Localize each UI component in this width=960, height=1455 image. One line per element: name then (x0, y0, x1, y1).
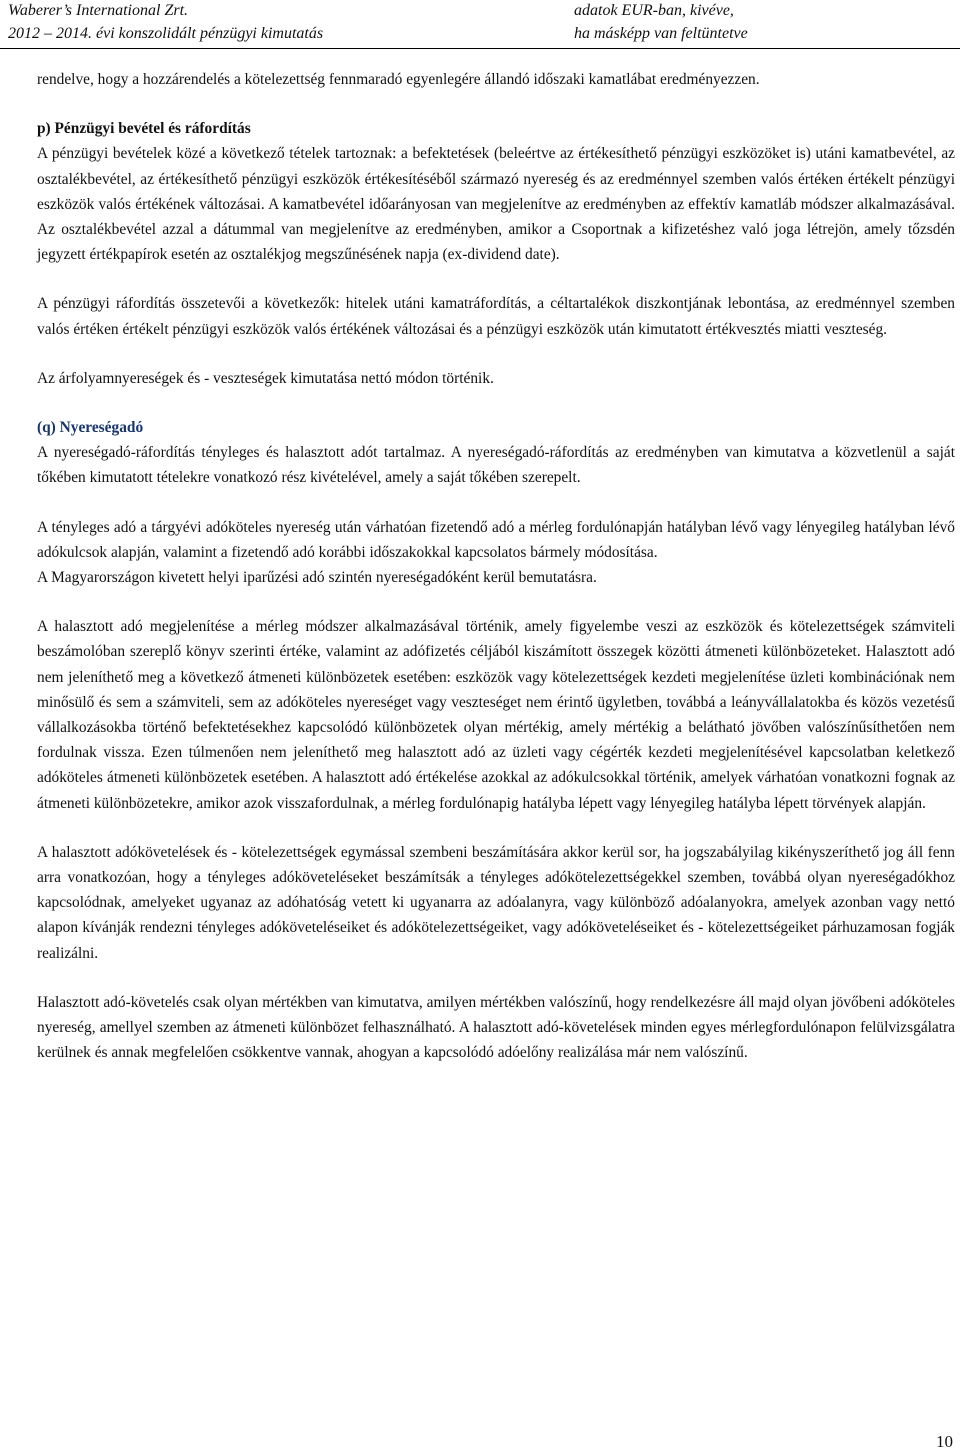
spacer (37, 590, 955, 614)
paragraph-fx-gains: Az árfolyamnyereségek és - veszteségek kimutatása nettó módon történik. (37, 369, 494, 387)
company-name: Waberer’s International Zrt. (8, 2, 189, 19)
paragraph-deferred-tax: A halasztott adó megjelenítése a mérleg módszer alkalmazásával történik, amely figyelembe veszi az eszközök és kötelezettségek számviteli beszámolóban szereplő könyv szerinti értéke, valamint az adófizetés céljából kiszámított összegek közötti átmeneti különbözeteket. Halasztott adó nem jeleníthető meg a következő átmeneti különbözetek esetében: eszközök vagy kötelezettségek kezdeti megjelenítése üzleti kombinációnak nem minősülő és sem a számviteli, sem az adóköteles nyereséget vagy veszteséget nem érintő ügyletben, továbbá a leányvállalatokba és közös vezetésű vállalkozásokba történő befektetésekhez kapcsolódó különbözetek olyan mértékig, amely mértékig a belátható jövőben valószínűsíthetően nem fordulnak vissza. Ezen túlmenően nem jeleníthető meg halasztott adó az üzleti vagy cégérték kezdeti megjelenítésével kapcsolatban keletkező adóköteles átmeneti különbözetek esetében. A halasztott adó értékelése azokkal az adókulcsokkal történik, amelyek várhatóan vonatkozni fognak az átmeneti különbözetekre, amikor azok visszafordulnak, a mérleg fordulónapig hatályba lépett vagy lényegileg hatályba lépett törvények alapján. (37, 618, 955, 812)
continuation-paragraph: rendelve, hogy a hozzárendelés a kötelezettség fennmaradó egyenlegére állandó időszaki kamatlábat eredményezzen. (37, 71, 760, 88)
header-divider (0, 48, 960, 49)
paragraph-income-tax: A nyereségadó-ráfordítás tényleges és halasztott adót tartalmaz. A nyereségadó-ráfordítás az eredményben van kimutatva a közvetlenül a saját tőkében kimutatott tételekre vonatkozó rész kivételével, amely a saját tőkében szerepelt. (37, 444, 955, 487)
spacer (37, 491, 955, 515)
document-body (37, 67, 955, 1066)
paragraph-deferred-tax-offset: A halasztott adókövetelések és - kötelezettségek egymással szembeni beszámítására akkor kerül sor, ha jogszabályilag kikényszeríthető jog áll fenn arra vonatkozóan, hogy a tényleges adóköveteléseket beszámítsák a tényleges adókötelezettségekkel szemben, továbbá olyan nyereségadókhoz kapcsolódnak, amelyeket ugyanaz az adóhatóság vetett ki ugyanarra az adóalanyra, vagy különböző adóalanyokra, amelyek azonban vagy nettó alapon kívánják rendezni tényleges adóköveteléseiket és adókötelezettségeiket, vagy adóköveteléseiket és - kötelezettségeiket párhuzamosan fogják realizálni. (37, 843, 955, 962)
page-header (0, 0, 960, 48)
section-heading-q: (q) Nyereségadó (37, 419, 144, 437)
paragraph-current-tax: A tényleges adó a tárgyévi adóköteles nyereség után várhatóan fizetendő adó a mérleg fordulónapján hatályban lévő vagy lényegileg hatályban lévő adókulcsok alapján, valamint a fizetendő adó korábbi időszakokkal kapcsolatos bármely módosítása. (37, 518, 955, 561)
unit-note-line2: ha másképp van feltüntetve (574, 25, 748, 42)
spacer (37, 966, 955, 990)
report-title: 2012 – 2014. évi konszolidált pénzügyi kimutatás (8, 25, 324, 42)
paragraph-financial-expense: A pénzügyi ráfordítás összetevői a következők: hitelek utáni kamatráfordítás, a céltartalékok diszkontjának lebontása, az eredménnyel szemben valós értéken értékelt pénzügyi eszközök valós értékének változásai és a pénzügyi eszközök után kimutatott értékvesztés miatti veszteség. (37, 295, 955, 338)
spacer (37, 391, 955, 415)
spacer (37, 816, 955, 840)
spacer (37, 342, 955, 366)
unit-note-line1: adatok EUR-ban, kivéve, (574, 2, 734, 19)
spacer (37, 92, 955, 116)
section-heading-p: p) Pénzügyi bevétel és ráfordítás (37, 120, 251, 138)
paragraph-deferred-tax-asset: Halasztott adó-követelés csak olyan mértékben van kimutatva, amilyen mértékben valószínű, hogy rendelkezésre áll majd olyan jövőbeni adóköteles nyereség, amellyel szemben az átmeneti különbözet felhasználható. A halasztott adó-követelések minden egyes mérlegfordulónapon felülvizsgálatra kerülnek és annak megfelelően csökkentve vannak, ahogyan a kapcsolódó adóelőny realizálása már nem valószínű. (37, 993, 955, 1062)
paragraph-local-business-tax: A Magyarországon kivetett helyi iparűzési adó szintén nyereségadóként kerül bemutatásra. (37, 569, 597, 587)
paragraph-financial-income: A pénzügyi bevételek közé a következő tételek tartoznak: a befektetések (beleértve az értékesíthető pénzügyi eszközöket is) utáni kamatbevétel, az osztalékbevétel, az értékesíthető pénzügyi eszközök értékesítéséből származó nyereség és az eredménnyel szemben valós értéken értékelt pénzügyi eszközök valós értékének változásai. A kamatbevétel időarányosan van megjelenítve az eredményben az effektív kamatláb módszer alkalmazásával. Az osztalékbevétel azzal a dátummal van megjelenítve az eredményben, amikor a Csoportnak a kifizetéshez való joga létrejön, amely tőzsdén jegyzett értékpapírok esetén az osztalékjog megszűnésének napja (ex-dividend date). (37, 145, 955, 264)
spacer (37, 267, 955, 291)
page-number: 10 (936, 1432, 953, 1451)
